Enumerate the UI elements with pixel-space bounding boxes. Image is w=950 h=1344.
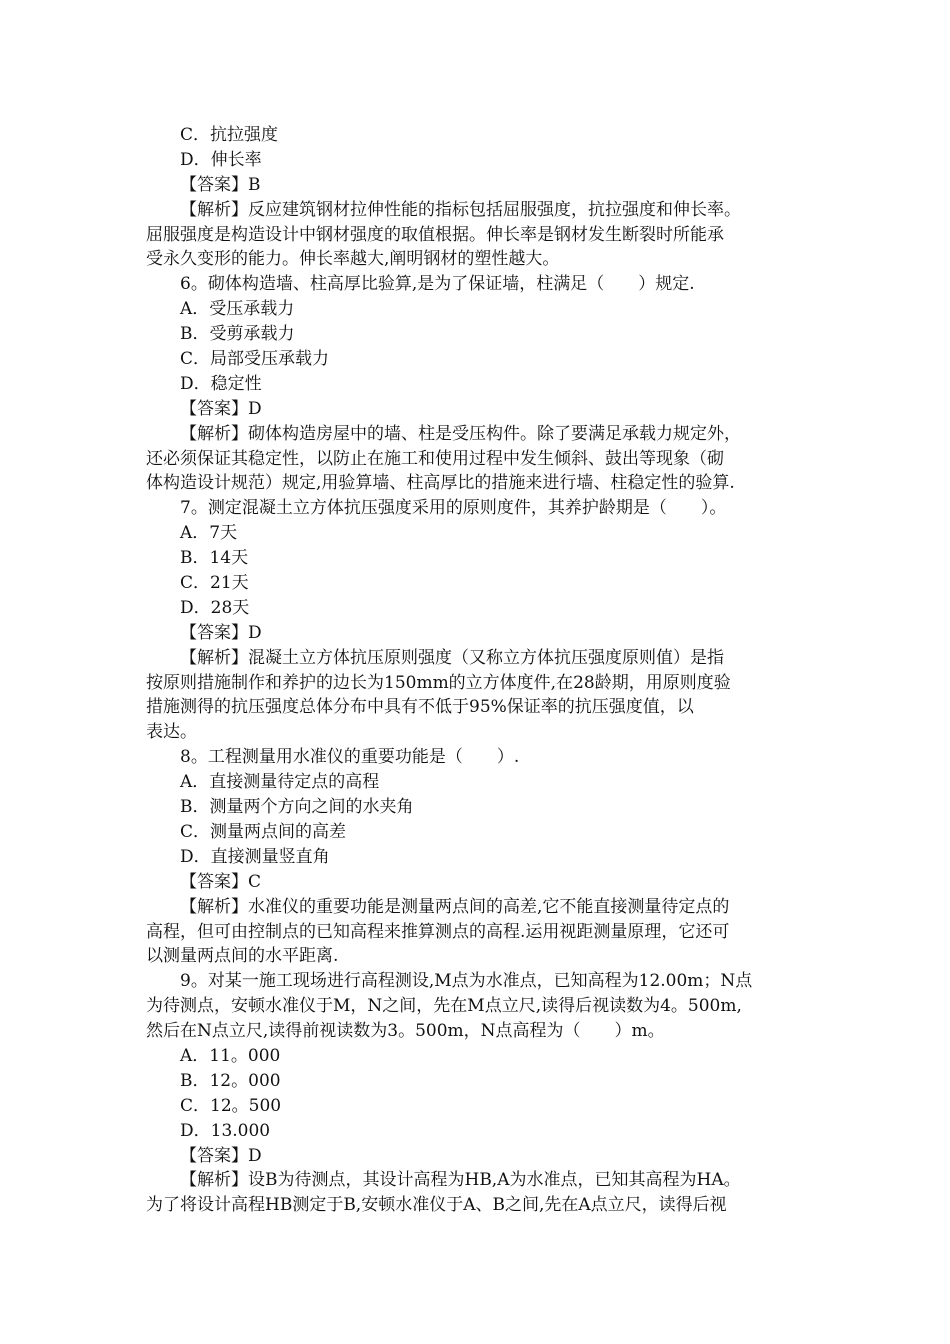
text-line: 措施测得的抗压强度总体分布中具有不低于95%保证率的抗压强度值，以: [146, 697, 694, 718]
text-line: 7。测定混凝土立方体抗压强度采用的原则度件，其养护龄期是（ ）。: [180, 498, 727, 519]
text-line: C．21天: [180, 573, 249, 594]
text-line: D．13.000: [180, 1120, 271, 1141]
text-line: 还必须保证其稳定性，以防止在施工和使用过程中发生倾斜、鼓出等现象（砌: [146, 448, 724, 469]
text-line: B．受剪承载力: [180, 324, 295, 345]
text-line: 9。对某一施工现场进行高程测设,M点为水准点，已知高程为12.00m；N点: [180, 971, 753, 992]
text-line: B．测量两个方向之间的水夹角: [180, 797, 414, 818]
text-line: 【解析】水准仪的重要功能是测量两点间的高差,它不能直接测量待定点的: [180, 896, 730, 917]
text-line: 【解析】混凝土立方体抗压原则强度（又称立方体抗压强度原则值）是指: [180, 647, 724, 668]
text-line: 体构造设计规范）规定,用验算墙、柱高厚比的措施来进行墙、柱稳定性的验算.: [146, 473, 735, 494]
text-line: 然后在N点立尺,读得前视读数为3。500m，N点高程为（ ）m。: [146, 1021, 665, 1042]
text-line: D．28天: [180, 597, 250, 618]
text-line: A．受压承载力: [180, 299, 295, 320]
text-line: C．12。500: [180, 1095, 282, 1116]
text-line: C．局部受压承载力: [180, 349, 330, 370]
text-line: 【答案】D: [180, 622, 262, 643]
text-line: 表达。: [146, 722, 197, 743]
text-line: B．12。000: [180, 1070, 281, 1091]
text-line: 8。工程测量用水准仪的重要功能是（ ）.: [180, 747, 520, 768]
text-line: 为待测点，安顿水准仪于M，N之间，先在M点立尺,读得后视读数为4。500m,: [146, 996, 742, 1017]
text-line: 高程，但可由控制点的已知高程来推算测点的高程.运用视距测量原理，它还可: [146, 921, 730, 942]
text-line: 按原则措施制作和养护的边长为150mm的立方体度件,在28龄期，用原则度验: [146, 672, 731, 693]
text-line: 【答案】D: [180, 398, 262, 419]
text-line: D．直接测量竖直角: [180, 846, 330, 867]
text-line: 6。砌体构造墙、柱高厚比验算,是为了保证墙，柱满足（ ）规定.: [180, 274, 695, 295]
text-line: 【解析】设B为待测点，其设计高程为HB,A为水准点，已知其高程为HA。: [180, 1170, 741, 1191]
text-line: 【答案】B: [180, 174, 261, 195]
text-line: D．伸长率: [180, 149, 262, 170]
document-page: [146, 123, 818, 1218]
text-line: 【答案】C: [180, 871, 262, 892]
text-line: 为了将设计高程HB测定于B,安顿水准仪于A、B之间,先在A点立尺，读得后视: [146, 1195, 727, 1216]
text-line: A．11。000: [180, 1045, 281, 1066]
text-line: B．14天: [180, 548, 249, 569]
text-line: 【答案】D: [180, 1145, 262, 1166]
text-line: 屈服强度是构造设计中钢材强度的取值根据。伸长率是钢材发生断裂时所能承: [146, 224, 724, 245]
text-line: A．7天: [180, 523, 238, 544]
text-line: 受永久变形的能力。伸长率越大,阐明钢材的塑性越大。: [146, 249, 560, 270]
text-line: A．直接测量待定点的高程: [180, 772, 380, 793]
text-line: 【解析】反应建筑钢材拉伸性能的指标包括屈服强度，抗拉强度和伸长率。: [180, 199, 741, 220]
text-line: C．测量两点间的高差: [180, 821, 347, 842]
text-line: D．稳定性: [180, 373, 262, 394]
text-line: 以测量两点间的水平距离.: [146, 946, 339, 967]
text-line: C．抗拉强度: [180, 125, 279, 145]
text-line: 【解析】砌体构造房屋中的墙、柱是受压构件。除了要满足承载力规定外，: [180, 423, 741, 444]
